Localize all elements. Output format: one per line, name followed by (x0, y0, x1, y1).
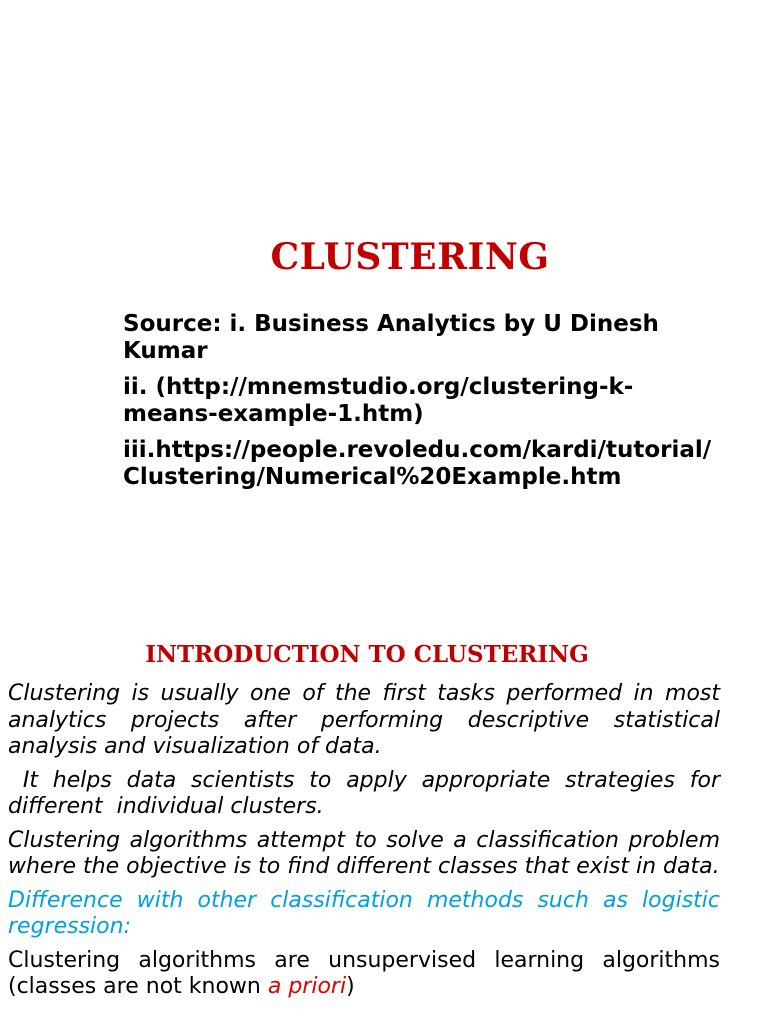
slide-title: CLUSTERING (270, 236, 550, 278)
paragraph-3: Clustering algorithms attempt to solve a classification problem where the objective is to find different classes that exist in data. (8, 827, 720, 879)
section-heading: INTRODUCTION TO CLUSTERING (145, 641, 589, 668)
source-item-1: Source: i. Business Analytics by U Dinesh Kumar (123, 311, 659, 364)
paragraph-1: Clustering is usually one of the first tasks performed in most analytics projects after performing descriptive statistical analysis and visualization of data. (8, 681, 720, 759)
paragraph-5 (8, 948, 720, 1001)
paragraph-5-end: ) (346, 974, 355, 999)
paragraph-4: Difference with other classification methods such as logistic regression: (8, 887, 720, 939)
source-item-2: ii. (http://mnemstudio.org/clustering-k-means-example-1.htm) (123, 374, 634, 427)
paragraph-2: It helps data scientists to apply appropriate strategies for different individual clusters. (8, 767, 728, 819)
body-text (8, 681, 728, 1008)
source-list (123, 311, 723, 500)
paragraph-5-start: Clustering algorithms are unsupervised learning algorithms (classes are not known (8, 947, 720, 999)
a-priori-emphasis: a priori (267, 974, 347, 999)
source-item-3: iii.https://people.revoledu.com/kardi/tutorial/Clustering/Numerical%20Example.htm (123, 437, 712, 490)
